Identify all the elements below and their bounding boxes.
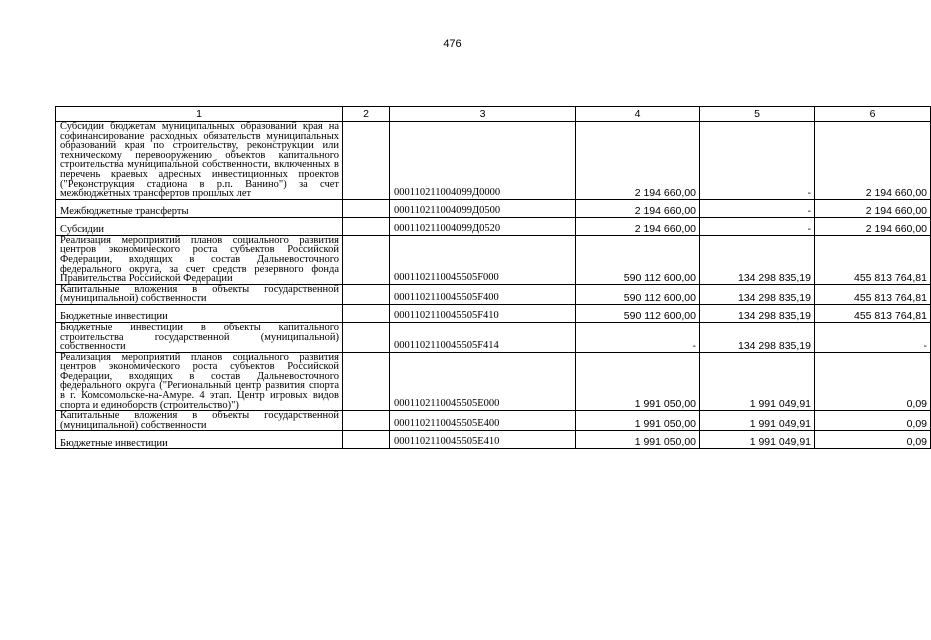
row-value-4: - [576, 322, 700, 352]
row-name: Бюджетные инвестиции [56, 431, 343, 449]
column-header-4: 4 [576, 107, 700, 122]
row-value-5: 134 298 835,19 [700, 322, 815, 352]
row-value-5: - [700, 199, 815, 217]
row-value-5: 1 991 049,91 [700, 411, 815, 431]
row-name: Реализация мероприятий планов социального развития центров экономического роста субъектов Российской Федерации, входящих в состав Дальневосточного федерального округа ("Региональный центр развития спорта в г. Комсомольске-на-Амуре. 4 этап. Центр игровых видов спорта и единоборств (строительство)") [56, 352, 343, 411]
row-name: Субсидии бюджетам муниципальных образований края на софинансирование расходных обязательств муниципальных образований края по строительству, реконструкции или техническому перевооружению объектов капитального строительства муниципальной собственности, включенных в перечень краевых адресных инвестиционных проектов ("Реконструкция стадиона в р.п. Ванино") за счет межбюджетных трансфертов прошлых лет [56, 122, 343, 200]
row-code: 0001102110045505F000 [390, 235, 576, 284]
row-value-4: 2 194 660,00 [576, 217, 700, 235]
row-col2 [343, 284, 390, 304]
row-value-4: 590 112 600,00 [576, 304, 700, 322]
column-header-2: 2 [343, 107, 390, 122]
budget-table [55, 106, 931, 449]
table-row [56, 122, 931, 200]
row-col2 [343, 235, 390, 284]
row-col2 [343, 199, 390, 217]
row-value-6: 455 813 764,81 [815, 304, 931, 322]
row-value-4: 2 194 660,00 [576, 122, 700, 200]
table-row [56, 235, 931, 284]
row-code: 000110211004099Д0000 [390, 122, 576, 200]
row-value-5: 134 298 835,19 [700, 304, 815, 322]
row-name: Бюджетные инвестиции в объекты капитального строительства государственной (муниципальной) собственности [56, 322, 343, 352]
table-row [56, 304, 931, 322]
row-value-4: 590 112 600,00 [576, 235, 700, 284]
row-name: Капитальные вложения в объекты государственной (муниципальной) собственности [56, 411, 343, 431]
row-value-4: 1 991 050,00 [576, 411, 700, 431]
column-header-1: 1 [56, 107, 343, 122]
row-col2 [343, 217, 390, 235]
row-code: 0001102110045505E410 [390, 431, 576, 449]
table-header-row [56, 107, 931, 122]
row-value-6: 0,09 [815, 352, 931, 411]
row-col2 [343, 431, 390, 449]
row-name: Межбюджетные трансферты [56, 199, 343, 217]
row-col2 [343, 352, 390, 411]
row-value-4: 1 991 050,00 [576, 431, 700, 449]
row-value-5: 1 991 049,91 [700, 352, 815, 411]
row-name: Реализация мероприятий планов социального развития центров экономического роста субъектов Российской Федерации, входящих в состав Дальневосточного федерального округа, за счет средств резервного фонда Правительства Российской Федерации [56, 235, 343, 284]
row-code: 000110211004099Д0520 [390, 217, 576, 235]
column-header-5: 5 [700, 107, 815, 122]
row-value-4: 590 112 600,00 [576, 284, 700, 304]
row-name: Капитальные вложения в объекты государственной (муниципальной) собственности [56, 284, 343, 304]
row-value-6: 0,09 [815, 431, 931, 449]
page-number: 476 [443, 38, 462, 50]
row-value-5: 1 991 049,91 [700, 431, 815, 449]
column-header-3: 3 [390, 107, 576, 122]
table-row [56, 352, 931, 411]
row-name: Субсидии [56, 217, 343, 235]
row-col2 [343, 322, 390, 352]
row-value-6: 0,09 [815, 411, 931, 431]
row-code: 0001102110045505E000 [390, 352, 576, 411]
row-code: 0001102110045505F410 [390, 304, 576, 322]
row-value-6: 2 194 660,00 [815, 217, 931, 235]
column-header-6: 6 [815, 107, 931, 122]
row-name: Бюджетные инвестиции [56, 304, 343, 322]
row-value-6: 455 813 764,81 [815, 235, 931, 284]
table-row [56, 431, 931, 449]
row-value-5: 134 298 835,19 [700, 235, 815, 284]
table-row [56, 284, 931, 304]
row-col2 [343, 122, 390, 200]
row-value-4: 2 194 660,00 [576, 199, 700, 217]
row-value-5: 134 298 835,19 [700, 284, 815, 304]
table-row [56, 322, 931, 352]
row-value-5: - [700, 217, 815, 235]
row-value-5: - [700, 122, 815, 200]
row-value-6: - [815, 322, 931, 352]
row-code: 0001102110045505F400 [390, 284, 576, 304]
row-value-6: 455 813 764,81 [815, 284, 931, 304]
row-code: 0001102110045505F414 [390, 322, 576, 352]
row-code: 000110211004099Д0500 [390, 199, 576, 217]
table-row [56, 411, 931, 431]
row-col2 [343, 304, 390, 322]
table-row [56, 199, 931, 217]
row-code: 0001102110045505E400 [390, 411, 576, 431]
row-value-6: 2 194 660,00 [815, 199, 931, 217]
row-value-4: 1 991 050,00 [576, 352, 700, 411]
row-value-6: 2 194 660,00 [815, 122, 931, 200]
row-col2 [343, 411, 390, 431]
table-row [56, 217, 931, 235]
